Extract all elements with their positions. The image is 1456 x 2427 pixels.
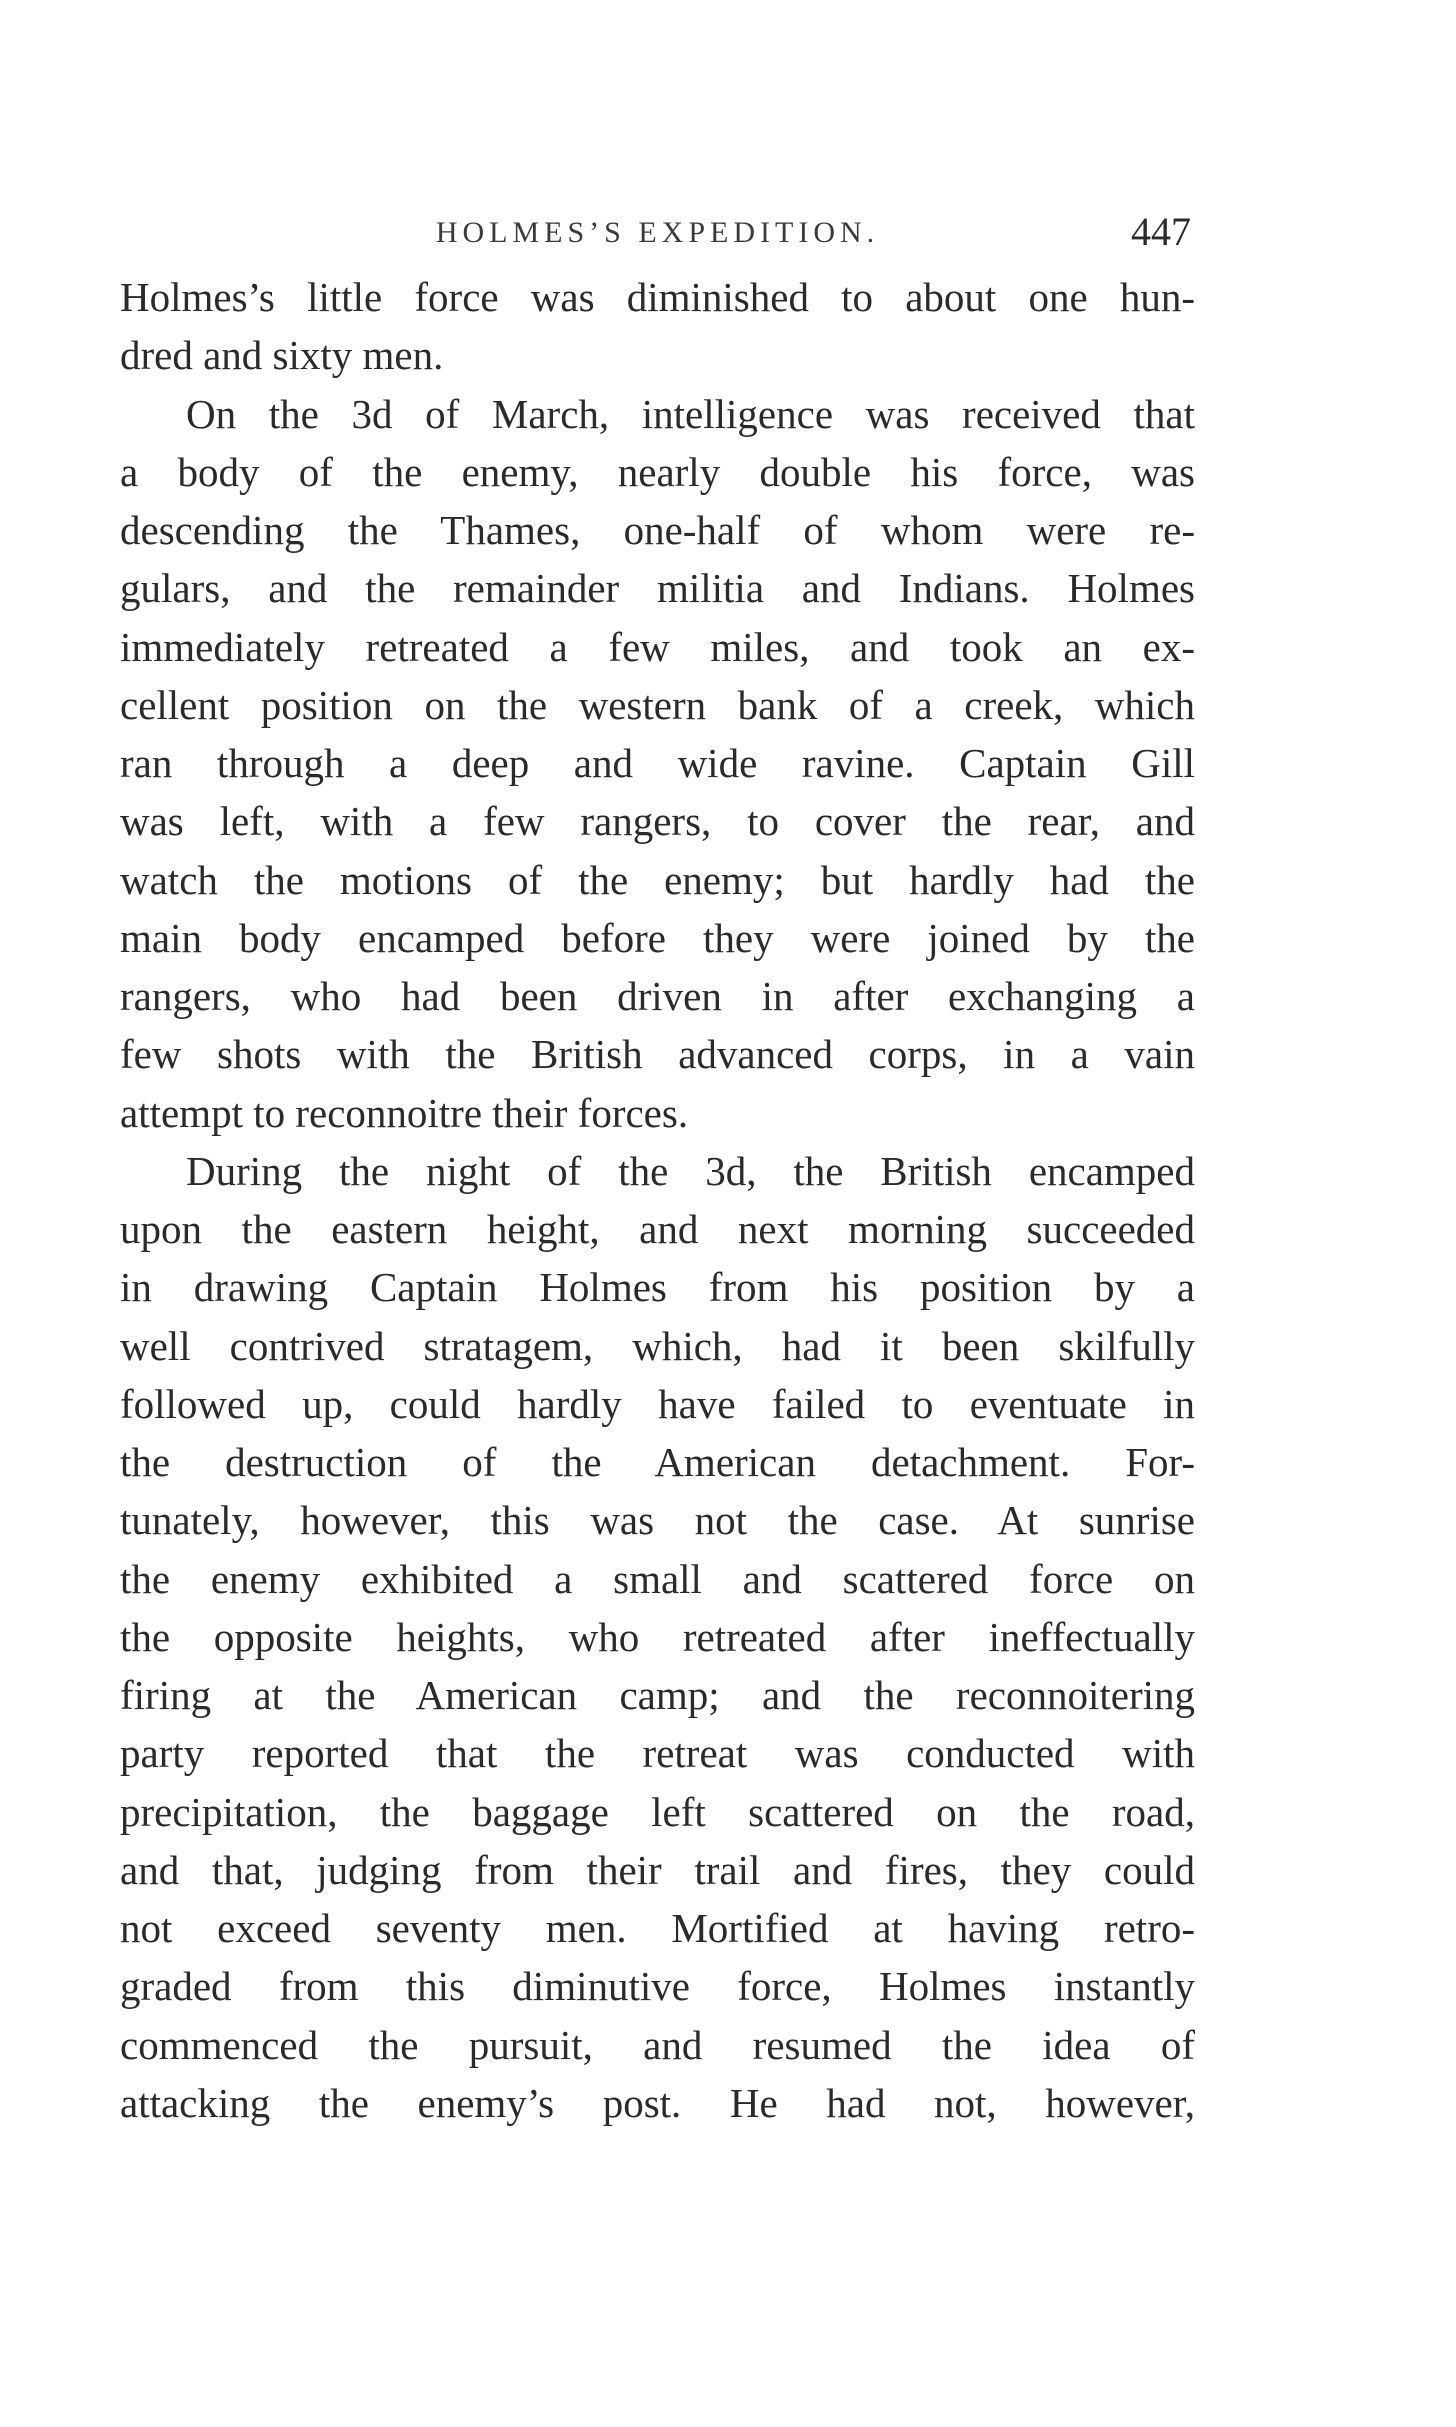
- text-line: not exceed seventy men. Mortified at having retro-: [120, 1905, 1195, 1951]
- text-line: upon the eastern height, and next morning succeeded: [120, 1206, 1195, 1252]
- paragraph-first-line: On the 3d of March, intelligence was received that: [186, 390, 1195, 437]
- text-line: cellent position on the western bank of a creek, which: [120, 681, 1195, 728]
- text-line: rangers, who had been driven in after exchanging a: [120, 973, 1195, 1019]
- text-line: ran through a deep and wide ravine. Captain Gill: [120, 740, 1195, 786]
- running-head: [120, 208, 1195, 258]
- text-line: well contrived stratagem, which, had it been skilfully: [120, 1322, 1195, 1369]
- text-line: firing at the American camp; and the reconnoitering: [120, 1672, 1195, 1718]
- text-line: commenced the pursuit, and resumed the idea of: [120, 2021, 1195, 2068]
- text-line: the destruction of the American detachment. For-: [120, 1439, 1195, 1485]
- text-line: precipitation, the baggage left scattered on the road,: [120, 1788, 1195, 1835]
- text-line: was left, with a few rangers, to cover the rear, and: [120, 798, 1195, 845]
- text-line: and that, judging from their trail and fires, they could: [120, 1846, 1195, 1893]
- text-line: attacking the enemy’s post. He had not, however,: [120, 2079, 1195, 2126]
- text-line: tunately, however, this was not the case. At sunrise: [120, 1497, 1195, 1544]
- text-line: immediately retreated a few miles, and took an ex-: [120, 623, 1195, 670]
- text-line: graded from this diminutive force, Holmes instantly: [120, 1963, 1195, 2010]
- text-line: dred and sixty men.: [120, 332, 444, 379]
- text-line: Holmes’s little force was diminished to about one hun-: [120, 274, 1195, 320]
- running-title: HOLMES’S EXPEDITION.: [435, 216, 880, 249]
- text-line: few shots with the British advanced corps, in a vain: [120, 1031, 1195, 1078]
- paragraph-first-line: During the night of the 3d, the British encamped: [186, 1147, 1195, 1194]
- text-line: followed up, could hardly have failed to eventuate in: [120, 1380, 1195, 1427]
- text-line: gulars, and the remainder militia and Indians. Holmes: [120, 565, 1195, 612]
- text-line: the opposite heights, who retreated after ineffectually: [120, 1613, 1195, 1660]
- text-line: watch the motions of the enemy; but hardly had the: [120, 856, 1195, 903]
- text-line: a body of the enemy, nearly double his force, was: [120, 448, 1195, 495]
- text-line: in drawing Captain Holmes from his position by a: [120, 1264, 1195, 1311]
- text-line: the enemy exhibited a small and scattered force on: [120, 1555, 1195, 1602]
- text-line: main body encamped before they were joined by the: [120, 914, 1195, 961]
- text-line: descending the Thames, one-half of whom were re-: [120, 507, 1195, 553]
- text-line: party reported that the retreat was conducted with: [120, 1730, 1195, 1777]
- body-text: [120, 268, 1195, 2132]
- page-number: 447: [1131, 209, 1191, 254]
- text-line: attempt to reconnoitre their forces.: [120, 1089, 689, 1136]
